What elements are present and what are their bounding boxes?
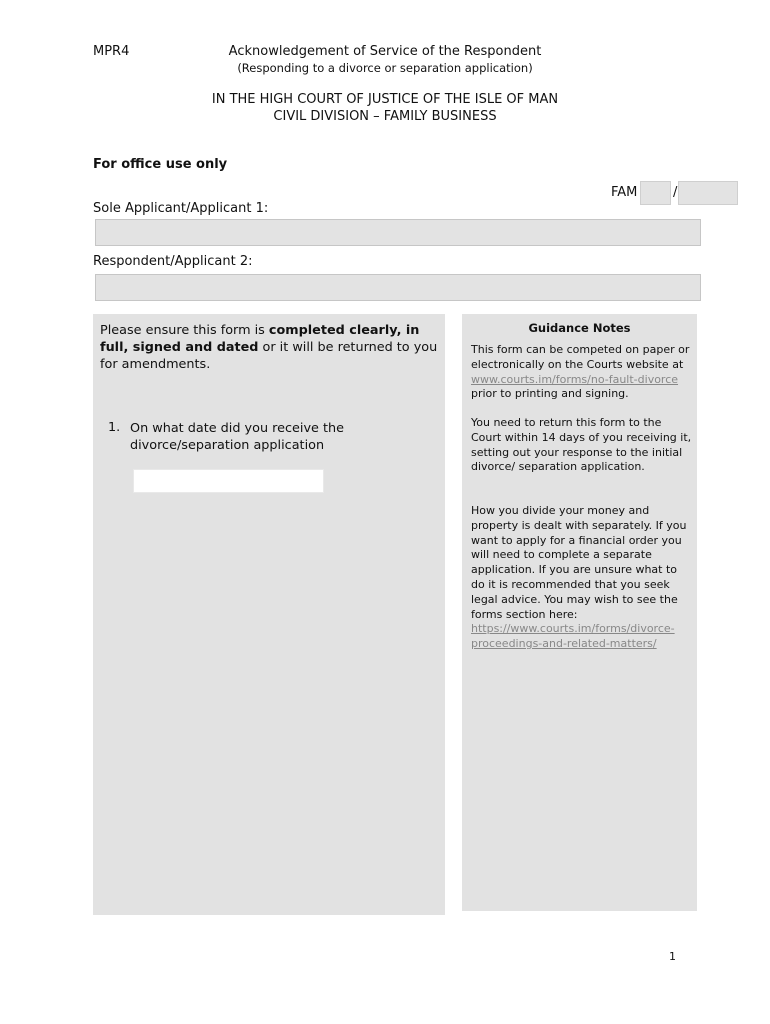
question-1-number: 1. <box>108 420 121 435</box>
receipt-date-field[interactable] <box>133 469 324 493</box>
office-use-label: For office use only <box>93 157 228 172</box>
applicant-label: Sole Applicant/Applicant 1: <box>93 201 269 216</box>
applicant-field[interactable] <box>95 219 701 246</box>
court-division: CIVIL DIVISION – FAMILY BUSINESS <box>273 109 497 124</box>
question-1-text: On what date did you receive the divorce/separation application <box>130 421 344 453</box>
guidance-paragraph-1 <box>471 343 693 402</box>
form-body-panel <box>93 314 445 915</box>
fam-label: FAM <box>611 185 638 200</box>
page-number: 1 <box>669 950 676 963</box>
instructions-text <box>100 322 440 373</box>
instructions-suffix: or it will be returned to you for amendments. <box>100 340 438 372</box>
form-title: Acknowledgement of Service of the Respondent <box>228 44 542 59</box>
form-subtitle: (Responding to a divorce or separation application) <box>237 61 533 75</box>
guidance-p1-text: This form can be competed on paper or electronically on the Courts website at <box>471 343 690 371</box>
fam-number-part2-field[interactable] <box>678 181 738 205</box>
guidance-p3-text: How you divide your money and property is dealt with separately. If you want to apply for a financial order you will need to complete a separate application. If you are unsure what to do it is recommended that you seek legal advice. You may wish to see the forms section here: <box>471 504 687 621</box>
guidance-paragraph-3 <box>471 504 693 652</box>
guidance-title: Guidance Notes <box>528 321 631 335</box>
court-name: IN THE HIGH COURT OF JUSTICE OF THE ISLE OF MAN <box>211 92 559 107</box>
respondent-label: Respondent/Applicant 2: <box>93 254 253 269</box>
instructions-emphasis: completed clearly, in full, signed and dated <box>100 323 420 355</box>
guidance-p1-suffix: prior to printing and signing. <box>471 387 629 401</box>
instructions-prefix: Please ensure this form is <box>100 323 269 338</box>
divorce-proceedings-link[interactable]: https://www.courts.im/forms/divorce-proceedings-and-related-matters/ <box>471 622 675 651</box>
respondent-field[interactable] <box>95 274 701 301</box>
fam-separator: / <box>673 185 678 200</box>
no-fault-divorce-link[interactable]: www.courts.im/forms/no-fault-divorce <box>471 372 679 386</box>
guidance-paragraph-2: You need to return this form to the Court within 14 days of you receiving it, setting out your response to the initial divorce/ separation application. <box>471 416 692 474</box>
form-code: MPR4 <box>93 44 130 59</box>
fam-number-part1-field[interactable] <box>640 181 671 205</box>
